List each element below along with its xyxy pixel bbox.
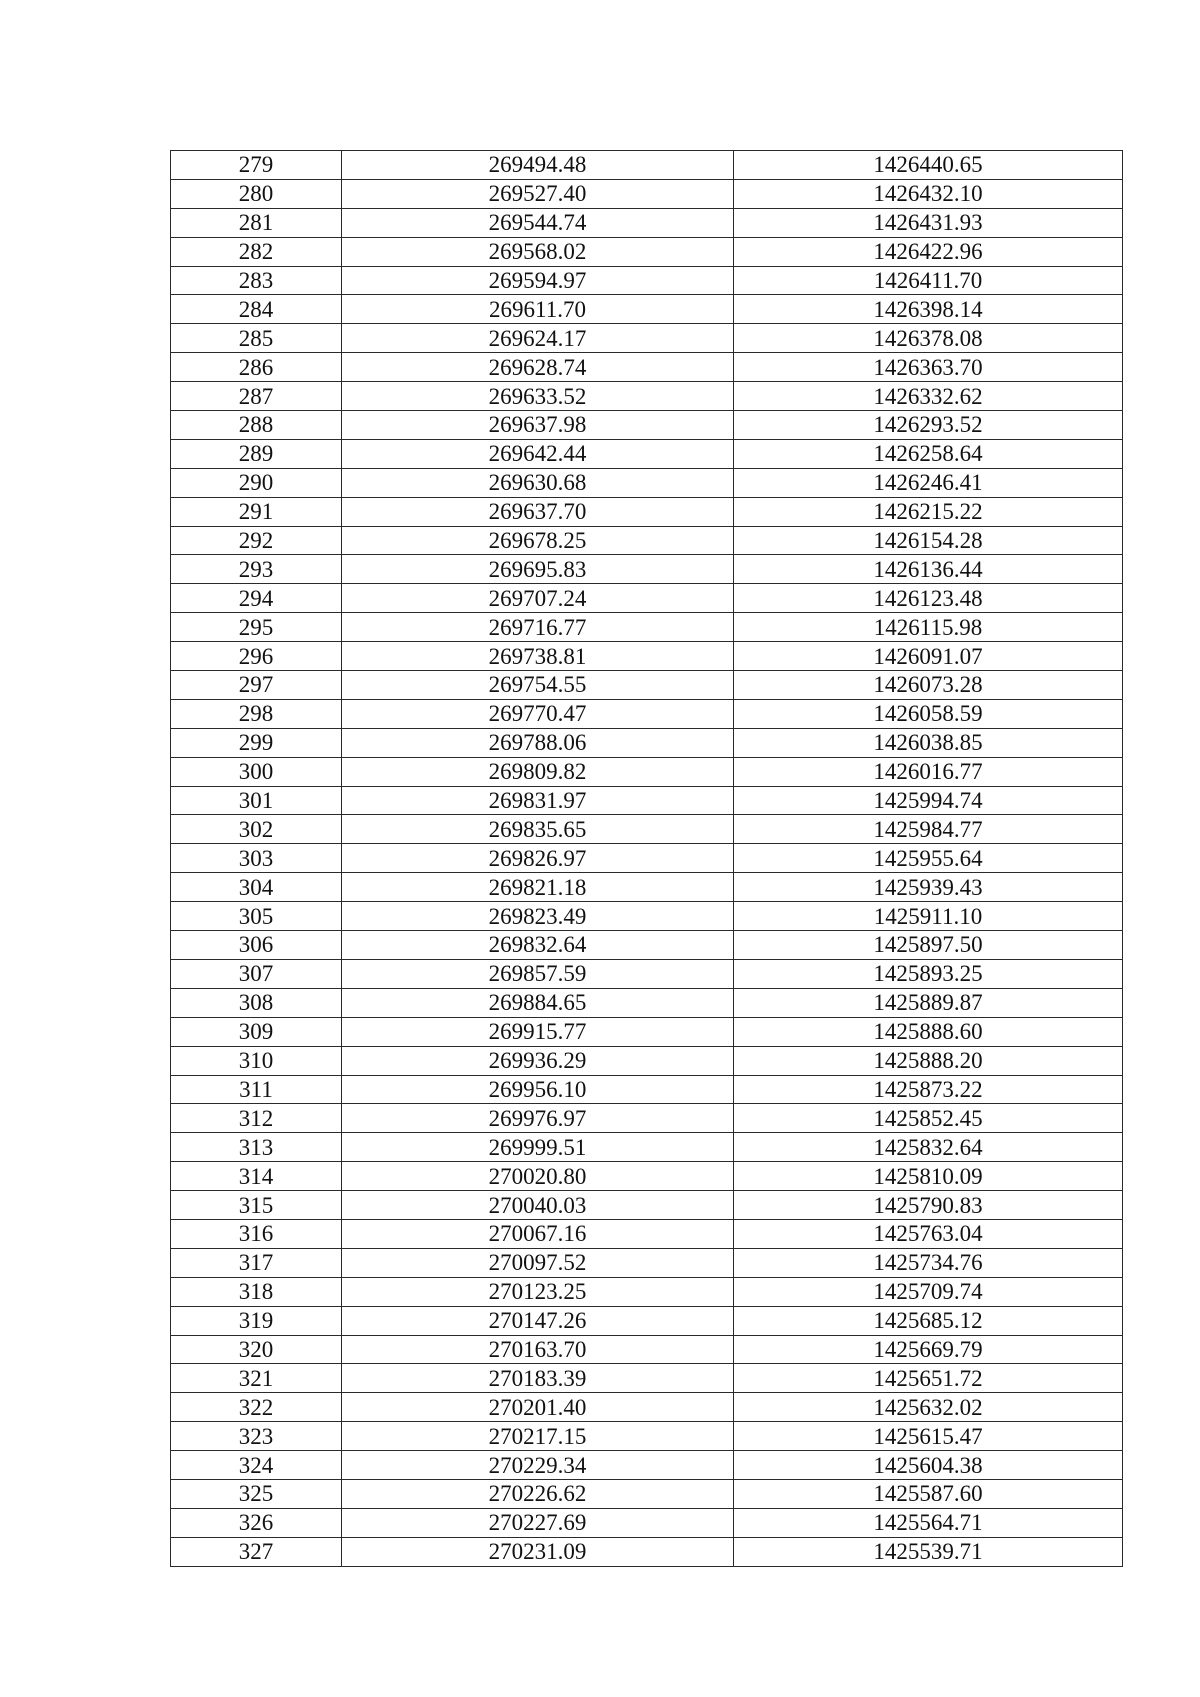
y-coordinate-cell: 1426411.70	[734, 266, 1123, 295]
x-coordinate-cell: 269611.70	[342, 295, 734, 324]
point-number-cell: 308	[171, 988, 342, 1017]
point-number-cell: 300	[171, 757, 342, 786]
x-coordinate-cell: 269999.51	[342, 1133, 734, 1162]
x-coordinate-cell: 269835.65	[342, 815, 734, 844]
x-coordinate-cell: 269738.81	[342, 642, 734, 671]
table-row	[171, 1479, 1123, 1508]
x-coordinate-cell: 269823.49	[342, 902, 734, 931]
table-row	[171, 671, 1123, 700]
x-coordinate-cell: 269494.48	[342, 151, 734, 180]
x-coordinate-cell: 269826.97	[342, 844, 734, 873]
x-coordinate-cell: 269956.10	[342, 1075, 734, 1104]
y-coordinate-cell: 1426136.44	[734, 555, 1123, 584]
table-row	[171, 295, 1123, 324]
y-coordinate-cell: 1425615.47	[734, 1422, 1123, 1451]
table-row	[171, 584, 1123, 613]
point-number-cell: 326	[171, 1508, 342, 1537]
y-coordinate-cell: 1426363.70	[734, 353, 1123, 382]
point-number-cell: 320	[171, 1335, 342, 1364]
table-row	[171, 1162, 1123, 1191]
x-coordinate-cell: 270067.16	[342, 1219, 734, 1248]
table-row	[171, 353, 1123, 382]
x-coordinate-cell: 269628.74	[342, 353, 734, 382]
y-coordinate-cell: 1425685.12	[734, 1306, 1123, 1335]
table-row	[171, 526, 1123, 555]
point-number-cell: 294	[171, 584, 342, 613]
point-number-cell: 304	[171, 873, 342, 902]
point-number-cell: 312	[171, 1104, 342, 1133]
x-coordinate-cell: 270183.39	[342, 1364, 734, 1393]
point-number-cell: 325	[171, 1479, 342, 1508]
point-number-cell: 287	[171, 382, 342, 411]
y-coordinate-cell: 1425734.76	[734, 1248, 1123, 1277]
point-number-cell: 318	[171, 1277, 342, 1306]
point-number-cell: 305	[171, 902, 342, 931]
point-number-cell: 307	[171, 959, 342, 988]
x-coordinate-cell: 270147.26	[342, 1306, 734, 1335]
y-coordinate-cell: 1425810.09	[734, 1162, 1123, 1191]
point-number-cell: 280	[171, 179, 342, 208]
x-coordinate-cell: 269678.25	[342, 526, 734, 555]
table-row	[171, 151, 1123, 180]
table-row	[171, 266, 1123, 295]
y-coordinate-cell: 1426016.77	[734, 757, 1123, 786]
y-coordinate-cell: 1425889.87	[734, 988, 1123, 1017]
x-coordinate-cell: 269832.64	[342, 931, 734, 960]
table-row	[171, 902, 1123, 931]
point-number-cell: 321	[171, 1364, 342, 1393]
x-coordinate-cell: 269707.24	[342, 584, 734, 613]
x-coordinate-cell: 269527.40	[342, 179, 734, 208]
point-number-cell: 293	[171, 555, 342, 584]
table-row	[171, 1046, 1123, 1075]
point-number-cell: 279	[171, 151, 342, 180]
point-number-cell: 323	[171, 1422, 342, 1451]
point-number-cell: 303	[171, 844, 342, 873]
point-number-cell: 298	[171, 699, 342, 728]
point-number-cell: 288	[171, 411, 342, 440]
point-number-cell: 327	[171, 1537, 342, 1566]
point-number-cell: 282	[171, 237, 342, 266]
y-coordinate-cell: 1425632.02	[734, 1393, 1123, 1422]
point-number-cell: 324	[171, 1451, 342, 1480]
x-coordinate-cell: 269857.59	[342, 959, 734, 988]
table-row	[171, 237, 1123, 266]
y-coordinate-cell: 1426038.85	[734, 728, 1123, 757]
y-coordinate-cell: 1425897.50	[734, 931, 1123, 960]
x-coordinate-cell: 269630.68	[342, 468, 734, 497]
table-row	[171, 1364, 1123, 1393]
x-coordinate-cell: 269594.97	[342, 266, 734, 295]
x-coordinate-cell: 269642.44	[342, 439, 734, 468]
table-row	[171, 411, 1123, 440]
table-row	[171, 1335, 1123, 1364]
x-coordinate-cell: 270217.15	[342, 1422, 734, 1451]
table-row	[171, 642, 1123, 671]
table-row	[171, 815, 1123, 844]
y-coordinate-cell: 1426258.64	[734, 439, 1123, 468]
point-number-cell: 311	[171, 1075, 342, 1104]
point-number-cell: 297	[171, 671, 342, 700]
y-coordinate-cell: 1426293.52	[734, 411, 1123, 440]
x-coordinate-cell: 270227.69	[342, 1508, 734, 1537]
table-row	[171, 382, 1123, 411]
y-coordinate-cell: 1426332.62	[734, 382, 1123, 411]
y-coordinate-cell: 1426215.22	[734, 497, 1123, 526]
point-number-cell: 299	[171, 728, 342, 757]
y-coordinate-cell: 1425651.72	[734, 1364, 1123, 1393]
point-number-cell: 314	[171, 1162, 342, 1191]
x-coordinate-cell: 270201.40	[342, 1393, 734, 1422]
point-number-cell: 285	[171, 324, 342, 353]
y-coordinate-cell: 1426091.07	[734, 642, 1123, 671]
y-coordinate-cell: 1426246.41	[734, 468, 1123, 497]
x-coordinate-cell: 270040.03	[342, 1191, 734, 1220]
point-number-cell: 306	[171, 931, 342, 960]
point-number-cell: 302	[171, 815, 342, 844]
table-row	[171, 1133, 1123, 1162]
y-coordinate-cell: 1425873.22	[734, 1075, 1123, 1104]
table-row	[171, 959, 1123, 988]
y-coordinate-cell: 1425994.74	[734, 786, 1123, 815]
x-coordinate-cell: 269831.97	[342, 786, 734, 815]
table-row	[171, 988, 1123, 1017]
x-coordinate-cell: 270123.25	[342, 1277, 734, 1306]
x-coordinate-cell: 270097.52	[342, 1248, 734, 1277]
point-number-cell: 295	[171, 613, 342, 642]
y-coordinate-cell: 1425539.71	[734, 1537, 1123, 1566]
point-number-cell: 317	[171, 1248, 342, 1277]
y-coordinate-cell: 1425790.83	[734, 1191, 1123, 1220]
y-coordinate-cell: 1426154.28	[734, 526, 1123, 555]
table-row	[171, 497, 1123, 526]
point-number-cell: 283	[171, 266, 342, 295]
x-coordinate-cell: 269936.29	[342, 1046, 734, 1075]
coordinate-table-body	[171, 151, 1123, 1567]
y-coordinate-cell: 1426431.93	[734, 208, 1123, 237]
point-number-cell: 292	[171, 526, 342, 555]
x-coordinate-cell: 270020.80	[342, 1162, 734, 1191]
point-number-cell: 290	[171, 468, 342, 497]
table-row	[171, 1277, 1123, 1306]
x-coordinate-cell: 269695.83	[342, 555, 734, 584]
x-coordinate-cell: 269754.55	[342, 671, 734, 700]
table-row	[171, 1017, 1123, 1046]
y-coordinate-cell: 1425984.77	[734, 815, 1123, 844]
table-row	[171, 1191, 1123, 1220]
table-row	[171, 1422, 1123, 1451]
y-coordinate-cell: 1425587.60	[734, 1479, 1123, 1508]
point-number-cell: 289	[171, 439, 342, 468]
point-number-cell: 286	[171, 353, 342, 382]
y-coordinate-cell: 1425763.04	[734, 1219, 1123, 1248]
y-coordinate-cell: 1425888.60	[734, 1017, 1123, 1046]
table-row	[171, 555, 1123, 584]
x-coordinate-cell: 269637.98	[342, 411, 734, 440]
x-coordinate-cell: 269770.47	[342, 699, 734, 728]
table-row	[171, 1508, 1123, 1537]
table-row	[171, 468, 1123, 497]
table-row	[171, 757, 1123, 786]
x-coordinate-cell: 269788.06	[342, 728, 734, 757]
point-number-cell: 319	[171, 1306, 342, 1335]
table-row	[171, 208, 1123, 237]
y-coordinate-cell: 1426058.59	[734, 699, 1123, 728]
x-coordinate-cell: 270229.34	[342, 1451, 734, 1480]
x-coordinate-cell: 269976.97	[342, 1104, 734, 1133]
y-coordinate-cell: 1425893.25	[734, 959, 1123, 988]
point-number-cell: 284	[171, 295, 342, 324]
x-coordinate-cell: 269809.82	[342, 757, 734, 786]
y-coordinate-cell: 1425911.10	[734, 902, 1123, 931]
y-coordinate-cell: 1426398.14	[734, 295, 1123, 324]
table-row	[171, 786, 1123, 815]
point-number-cell: 313	[171, 1133, 342, 1162]
point-number-cell: 322	[171, 1393, 342, 1422]
table-row	[171, 1537, 1123, 1566]
y-coordinate-cell: 1426073.28	[734, 671, 1123, 700]
table-row	[171, 324, 1123, 353]
y-coordinate-cell: 1426378.08	[734, 324, 1123, 353]
x-coordinate-cell: 269821.18	[342, 873, 734, 902]
x-coordinate-cell: 269884.65	[342, 988, 734, 1017]
y-coordinate-cell: 1426115.98	[734, 613, 1123, 642]
x-coordinate-cell: 269544.74	[342, 208, 734, 237]
table-row	[171, 873, 1123, 902]
point-number-cell: 296	[171, 642, 342, 671]
y-coordinate-cell: 1425669.79	[734, 1335, 1123, 1364]
table-row	[171, 844, 1123, 873]
x-coordinate-cell: 270226.62	[342, 1479, 734, 1508]
y-coordinate-cell: 1426422.96	[734, 237, 1123, 266]
x-coordinate-cell: 270163.70	[342, 1335, 734, 1364]
table-row	[171, 1219, 1123, 1248]
table-row	[171, 699, 1123, 728]
y-coordinate-cell: 1425604.38	[734, 1451, 1123, 1480]
point-number-cell: 281	[171, 208, 342, 237]
y-coordinate-cell: 1426440.65	[734, 151, 1123, 180]
x-coordinate-cell: 269716.77	[342, 613, 734, 642]
point-number-cell: 316	[171, 1219, 342, 1248]
table-row	[171, 1393, 1123, 1422]
y-coordinate-cell: 1425852.45	[734, 1104, 1123, 1133]
y-coordinate-cell: 1426432.10	[734, 179, 1123, 208]
table-row	[171, 1104, 1123, 1133]
point-number-cell: 310	[171, 1046, 342, 1075]
table-row	[171, 439, 1123, 468]
x-coordinate-cell: 270231.09	[342, 1537, 734, 1566]
x-coordinate-cell: 269915.77	[342, 1017, 734, 1046]
y-coordinate-cell: 1425709.74	[734, 1277, 1123, 1306]
y-coordinate-cell: 1425564.71	[734, 1508, 1123, 1537]
y-coordinate-cell: 1425939.43	[734, 873, 1123, 902]
table-row	[171, 1451, 1123, 1480]
point-number-cell: 315	[171, 1191, 342, 1220]
point-number-cell: 291	[171, 497, 342, 526]
y-coordinate-cell: 1425955.64	[734, 844, 1123, 873]
table-row	[171, 613, 1123, 642]
table-row	[171, 1248, 1123, 1277]
x-coordinate-cell: 269568.02	[342, 237, 734, 266]
table-row	[171, 931, 1123, 960]
table-row	[171, 728, 1123, 757]
y-coordinate-cell: 1425888.20	[734, 1046, 1123, 1075]
x-coordinate-cell: 269633.52	[342, 382, 734, 411]
table-row	[171, 1075, 1123, 1104]
table-row	[171, 179, 1123, 208]
coordinate-table	[170, 150, 1123, 1567]
point-number-cell: 301	[171, 786, 342, 815]
table-row	[171, 1306, 1123, 1335]
x-coordinate-cell: 269624.17	[342, 324, 734, 353]
y-coordinate-cell: 1425832.64	[734, 1133, 1123, 1162]
x-coordinate-cell: 269637.70	[342, 497, 734, 526]
point-number-cell: 309	[171, 1017, 342, 1046]
y-coordinate-cell: 1426123.48	[734, 584, 1123, 613]
